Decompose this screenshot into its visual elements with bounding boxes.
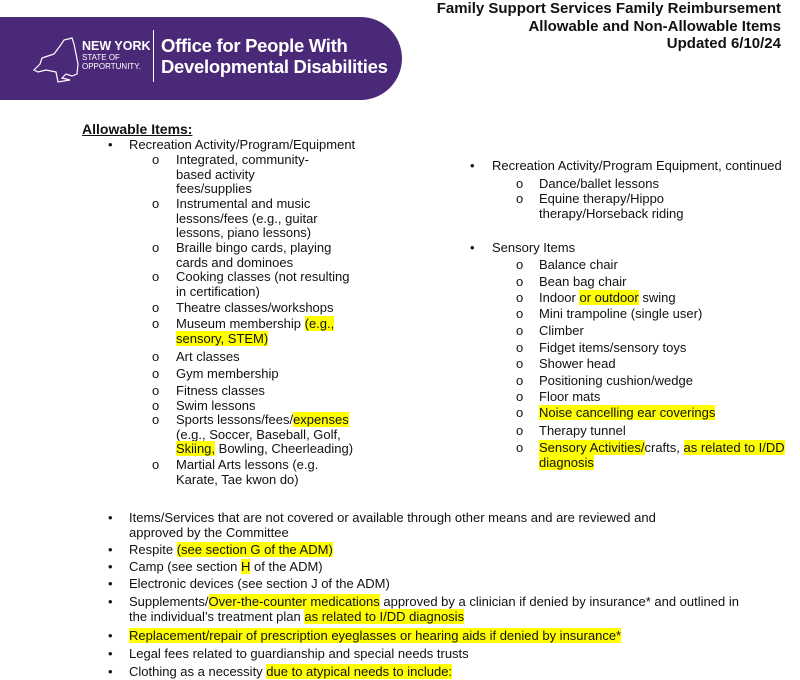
sub-bullet-icon: o (516, 306, 524, 321)
sub-bullet-icon: o (152, 196, 160, 211)
highlighted-text: H (241, 559, 251, 574)
text-segment: Gym membership (176, 366, 279, 381)
text-segment: Braille bingo cards, playing cards and dominoes (176, 240, 332, 270)
sub-bullet-icon: o (152, 366, 160, 381)
list-item-text (129, 647, 769, 662)
list-item-text (176, 317, 341, 346)
text-segment: Recreation Activity/Program/Equipment (129, 137, 356, 152)
opwdd-logo-banner (0, 17, 402, 100)
list-item-text (539, 307, 779, 322)
section-title-allowable-items: Allowable Items: (82, 121, 193, 137)
ny-wordmark-line2: STATE OF (82, 52, 120, 62)
bullet-icon: • (108, 137, 113, 152)
text-segment: Museum membership (176, 316, 305, 331)
bullet-icon: • (108, 594, 113, 609)
list-item-text (539, 341, 779, 356)
text-segment: Supplements/ (129, 594, 209, 609)
list-item-text (539, 390, 779, 405)
text-segment: crafts, (644, 440, 684, 455)
text-segment: Balance chair (539, 257, 618, 272)
highlighted-text: Replacement/repair of prescription eyeglasses or hearing aids if denied by insurance* (129, 628, 622, 643)
header-subtitle: Allowable and Non-Allowable Items (528, 17, 781, 35)
bullet-icon: • (108, 646, 113, 661)
text-segment: Swim lessons (176, 398, 256, 413)
bullet-icon: • (108, 542, 113, 557)
text-segment: Recreation Activity/Program Equipment, continued (492, 158, 782, 173)
list-item-text (539, 374, 779, 389)
sub-bullet-icon: o (516, 405, 524, 420)
text-segment: Therapy tunnel (539, 423, 626, 438)
text-segment: Respite (129, 542, 177, 557)
list-item-text (176, 458, 336, 487)
sub-bullet-icon: o (516, 340, 524, 355)
office-name (161, 35, 388, 77)
text-segment: Items/Services that are not covered or available through other means and are reviewed and approved by the Committee (129, 510, 656, 540)
bullet-icon: • (108, 576, 113, 591)
list-item-text (176, 197, 326, 241)
text-segment: Mini trampoline (single user) (539, 306, 703, 321)
list-item-text (539, 258, 779, 273)
list-item-text (176, 413, 356, 457)
text-segment: Fitness classes (176, 383, 265, 398)
sub-bullet-icon: o (152, 316, 160, 331)
list-item-text (492, 241, 792, 256)
sub-bullet-icon: o (516, 176, 524, 191)
header-title: Family Support Services Family Reimbursement (436, 0, 781, 17)
bullet-icon: • (108, 664, 113, 679)
highlighted-text: or outdoor (579, 290, 639, 305)
list-item-text (539, 291, 779, 306)
sub-bullet-icon: o (152, 383, 160, 398)
sub-bullet-icon: o (152, 457, 160, 472)
list-item-text (176, 301, 351, 316)
list-item-text (176, 153, 326, 197)
text-segment: Camp (see section (129, 559, 241, 574)
highlighted-text: (e.g., sensory, STEM) (176, 316, 335, 346)
list-item-text (539, 441, 787, 470)
sub-bullet-icon: o (516, 356, 524, 371)
bullet-icon: • (108, 559, 113, 574)
text-segment: of the ADM) (250, 559, 323, 574)
list-item-text (129, 665, 769, 680)
office-name-line1: Office for People With (161, 35, 348, 56)
text-segment: Clothing as a necessity (129, 664, 267, 679)
new-york-state-outline-icon (32, 36, 82, 84)
ny-wordmark-line1: NEW YORK (82, 39, 151, 53)
text-segment: Fidget items/sensory toys (539, 340, 687, 355)
sub-bullet-icon: o (152, 240, 160, 255)
list-item-text (539, 424, 779, 439)
text-segment: (e.g., Soccer, Baseball, Golf, (176, 426, 341, 442)
sub-bullet-icon: o (516, 423, 524, 438)
sub-bullet-icon: o (516, 191, 524, 206)
list-item-text (176, 241, 336, 270)
sub-bullet-icon: o (516, 257, 524, 272)
bullet-icon: • (470, 158, 475, 173)
list-item-text (129, 629, 769, 644)
sub-bullet-icon: o (516, 290, 524, 305)
text-segment: Cooking classes (not resulting in certification) (176, 269, 350, 299)
ny-state-wordmark (82, 39, 151, 71)
ny-wordmark-line3: OPPORTUNITY. (82, 61, 141, 71)
text-segment: Martial Arts lessons (e.g. Karate, Tae kwon do) (176, 457, 319, 487)
header-updated-date: Updated 6/10/24 (666, 35, 781, 52)
text-segment: Dance/ballet lessons (539, 176, 659, 191)
text-segment: Instrumental and music lessons/fees (e.g., guitar lessons, piano lessons) (176, 196, 318, 240)
sub-bullet-icon: o (516, 373, 524, 388)
sub-bullet-icon: o (516, 440, 524, 455)
text-segment: Positioning cushion/wedge (539, 373, 693, 388)
list-item-text (129, 543, 769, 558)
text-segment: Sensory Items (492, 240, 576, 255)
list-item-text (539, 406, 779, 421)
bullet-icon: • (108, 628, 113, 643)
text-segment: Art classes (176, 349, 240, 364)
document-header (437, 0, 781, 53)
sub-bullet-icon: o (152, 300, 160, 315)
sub-bullet-icon: o (516, 323, 524, 338)
text-segment: Indoor (539, 290, 580, 305)
highlighted-text: as related to I/DD diagnosis (539, 440, 785, 470)
sub-bullet-icon: o (152, 398, 160, 413)
list-item-text (539, 192, 719, 221)
highlighted-text: due to atypical needs to include: (266, 664, 453, 679)
bullet-icon: • (108, 510, 113, 525)
text-segment: Shower head (539, 356, 616, 371)
list-item-text (129, 511, 669, 540)
sub-bullet-icon: o (152, 269, 160, 284)
text-segment: Theatre classes/workshops (176, 300, 334, 315)
sub-bullet-icon: o (516, 389, 524, 404)
logo-divider (153, 30, 154, 82)
list-item-text (129, 138, 459, 153)
text-segment: Bean bag chair (539, 274, 627, 289)
list-item-text (176, 270, 351, 299)
bullet-icon: • (470, 240, 475, 255)
list-item-text (176, 384, 351, 399)
list-item-text (539, 324, 779, 339)
text-segment: Climber (539, 323, 584, 338)
sub-bullet-icon: o (152, 152, 160, 167)
text-segment: Sports lessons/fees/ (176, 412, 294, 427)
text-segment: Bowling, Cheerleading) (215, 441, 354, 456)
highlighted-text: Noise cancelling ear coverings (539, 405, 716, 420)
list-item-text (129, 577, 769, 592)
list-item-text (539, 177, 779, 192)
list-item-text (129, 560, 769, 575)
text-segment: Floor mats (539, 389, 601, 404)
text-segment: Equine therapy/Hippo therapy/Horseback riding (539, 191, 684, 221)
highlighted-text: (see section G of the ADM) (176, 542, 333, 557)
text-segment: Electronic devices (see section J of the ADM) (129, 576, 390, 591)
highlighted-text: expenses (293, 412, 349, 427)
text-segment: swing (638, 290, 676, 305)
sub-bullet-icon: o (152, 412, 160, 427)
list-item-text (539, 357, 779, 372)
list-item-text (539, 275, 779, 290)
sub-bullet-icon: o (152, 349, 160, 364)
text-segment: approved by a clinician if denied by insurance* and outlined in the individual’s treatment plan (129, 594, 739, 624)
highlighted-text: Sensory Activities/ (539, 440, 645, 455)
text-segment: Integrated, community-based activity fees/supplies (176, 152, 309, 196)
list-item-text (492, 159, 792, 174)
list-item-text (176, 367, 351, 382)
sub-bullet-icon: o (516, 274, 524, 289)
office-name-line2: Developmental Disabilities (161, 56, 388, 77)
highlighted-text: as related to I/DD diagnosis (304, 608, 465, 624)
highlighted-text: Over-the-counter medications (208, 594, 380, 609)
list-item-text (176, 350, 351, 365)
text-segment: Legal fees related to guardianship and special needs trusts (129, 646, 469, 661)
highlighted-text: Skiing, (176, 441, 216, 456)
list-item-text (129, 595, 754, 624)
